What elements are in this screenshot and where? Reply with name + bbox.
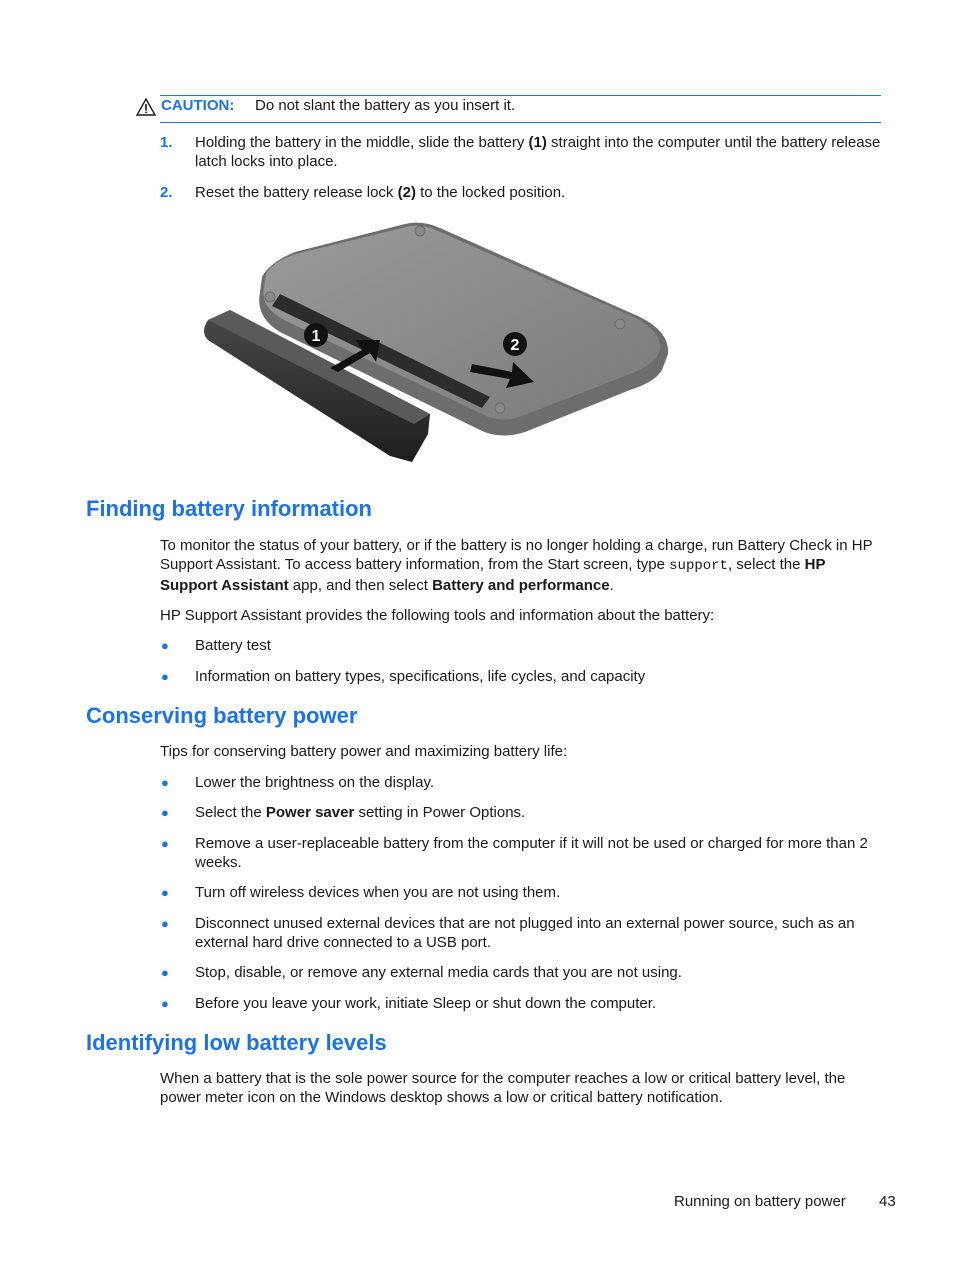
finding-paragraph: To monitor the status of your battery, or if the battery is no longer holding a charge, run Battery Check in HP Support Assistant. To access battery information, from the Start screen, type support, select the HP Support Assistant app, and then select Battery and performance.	[160, 537, 873, 594]
list-item: Select the Power saver setting in Power Options.	[195, 804, 526, 821]
step-number: 1.	[160, 134, 173, 151]
list-item: Disconnect unused external devices that are not plugged into an external power source, such as an external hard drive connected to a USB port.	[195, 915, 855, 951]
battery-insertion-figure	[200, 222, 672, 470]
list-item: Remove a user-replaceable battery from the computer if it will not be used or charged for more than 2 weeks.	[195, 835, 868, 871]
step-text: Holding the battery in the middle, slide the battery (1) straight into the computer until the battery release latch locks into place.	[195, 134, 881, 170]
list-item: Battery test	[195, 637, 271, 654]
identifying-paragraph: When a battery that is the sole power source for the computer reaches a low or critical battery level, the power meter icon on the Windows desktop shows a low or critical battery notification.	[160, 1070, 846, 1106]
bullet-icon: ●	[161, 805, 169, 820]
list-item: Information on battery types, specifications, life cycles, and capacity	[195, 668, 646, 685]
list-item: Stop, disable, or remove any external media cards that you are not using.	[195, 964, 682, 981]
section-heading-identifying: Identifying low battery levels	[86, 1030, 387, 1055]
bullet-icon: ●	[161, 775, 169, 790]
bullet-icon: ●	[161, 965, 169, 980]
section-heading-finding: Finding battery information	[86, 496, 372, 521]
bullet-icon: ●	[161, 885, 169, 900]
section-heading-conserving: Conserving battery power	[86, 703, 358, 728]
caution-label: CAUTION:	[161, 97, 235, 114]
bullet-icon: ●	[161, 916, 169, 931]
list-item: Turn off wireless devices when you are not using them.	[195, 884, 561, 901]
warning-triangle-icon	[136, 98, 156, 116]
footer-title: Running on battery power	[674, 1193, 846, 1210]
bullet-icon: ●	[161, 996, 169, 1011]
caution-text: Do not slant the battery as you insert it.	[255, 97, 516, 114]
finding-tools-paragraph: HP Support Assistant provides the following tools and information about the battery:	[160, 607, 715, 624]
callout-2: 2	[510, 337, 520, 354]
page-number: 43	[879, 1193, 896, 1210]
bullet-icon: ●	[161, 836, 169, 851]
conserving-intro: Tips for conserving battery power and maximizing battery life:	[160, 743, 568, 760]
step-number: 2.	[160, 184, 173, 201]
callout-1: 1	[311, 328, 321, 345]
bullet-icon: ●	[161, 669, 169, 684]
step-text: Reset the battery release lock (2) to the locked position.	[195, 184, 566, 201]
list-item: Lower the brightness on the display.	[195, 774, 435, 791]
bullet-icon: ●	[161, 638, 169, 653]
list-item: Before you leave your work, initiate Sleep or shut down the computer.	[195, 995, 657, 1012]
